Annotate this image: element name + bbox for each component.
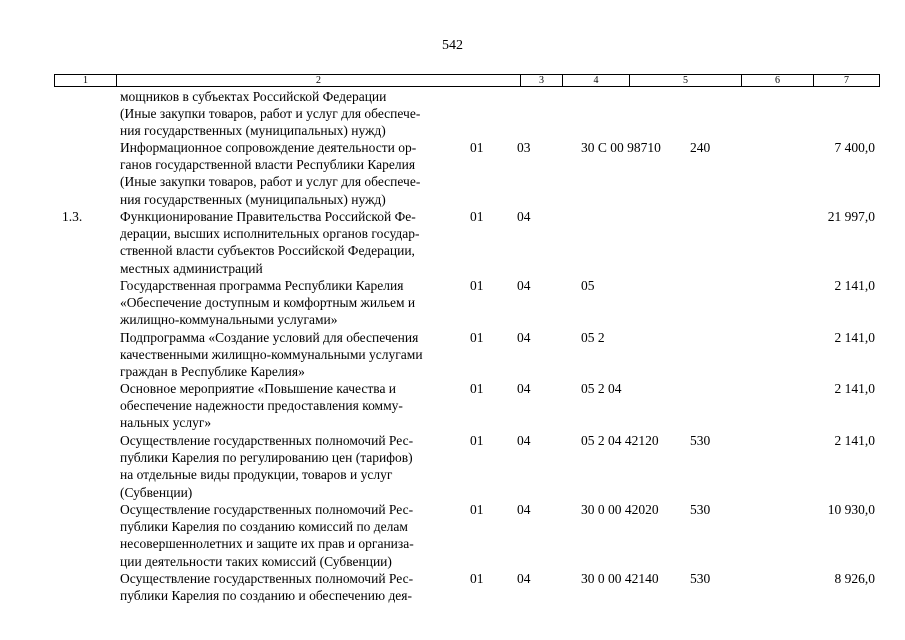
row-amount: 2 141,0: [834, 433, 875, 448]
header-col-4: 4: [562, 75, 629, 86]
row-subsection-code: 04: [517, 502, 531, 517]
row-name-line: обеспечение надежности предоставления комму-: [120, 398, 403, 414]
row-amount: 10 930,0: [827, 502, 875, 517]
row-section-code: 01: [470, 502, 484, 517]
row-name-line: ции деятельности таких комиссий (Субвенции): [120, 553, 392, 569]
row-amount: 2 141,0: [834, 330, 875, 345]
row-name-line: (Иные закупки товаров, работ и услуг для обеспече-: [120, 106, 421, 122]
row-name-line: Подпрограмма «Создание условий для обеспечения: [120, 330, 419, 345]
row-target-code: 05 2 04 42120: [581, 433, 659, 448]
row-name: [120, 139, 465, 208]
header-col-1: 1: [83, 75, 88, 86]
header-col-2: 2: [116, 75, 520, 86]
row-name-line: несовершеннолетних и защите их прав и организа-: [120, 536, 414, 552]
row-name-line: Осуществление государственных полномочий Рес-: [120, 571, 414, 586]
row-target-code: 30 С 00 98710: [581, 140, 661, 155]
row-amount: 2 141,0: [834, 278, 875, 293]
row-name-line: «Обеспечение доступным и комфортным жильем и: [120, 295, 416, 311]
row-name-line: граждан в Республике Карелия»: [120, 364, 305, 380]
row-name-line: публики Карелия по созданию комиссий по делам: [120, 519, 408, 535]
row-name: [120, 88, 465, 140]
row-name-line: жилищно-коммунальными услугами»: [120, 312, 338, 328]
row-amount: 7 400,0: [834, 140, 875, 155]
row-name: [120, 380, 465, 432]
row-subsection-code: 04: [517, 381, 531, 396]
row-name: [120, 501, 465, 570]
row-name: [120, 277, 465, 329]
row-number: 1.3.: [62, 209, 83, 224]
row-name-line: Осуществление государственных полномочий Рес-: [120, 433, 414, 448]
row-amount: 2 141,0: [834, 381, 875, 396]
row-name: [120, 432, 465, 501]
row-name-line: Функционирование Правительства Российской Фе-: [120, 209, 416, 224]
row-section-code: 01: [470, 330, 484, 345]
row-section-code: 01: [470, 140, 484, 155]
header-col-7: 7: [813, 75, 879, 86]
row-name: [120, 570, 465, 604]
header-col-6: 6: [741, 75, 813, 86]
row-name-line: ния государственных (муниципальных) нужд): [120, 191, 386, 207]
header-col-5: 5: [629, 75, 741, 86]
row-name-line: публики Карелия по созданию и обеспечению дея-: [120, 588, 413, 604]
row-expense-type-code: 530: [690, 502, 711, 517]
row-expense-type-code: 240: [690, 140, 711, 155]
row-name-line: (Субвенции): [120, 484, 193, 500]
row-target-code: 05: [581, 278, 595, 293]
row-section-code: 01: [470, 571, 484, 586]
row-expense-type-code: 530: [690, 433, 711, 448]
row-name-line: качественными жилищно-коммунальными услугами: [120, 347, 423, 363]
row-target-code: 05 2: [581, 330, 605, 345]
row-section-code: 01: [470, 433, 484, 448]
row-target-code: 05 2 04: [581, 381, 622, 396]
row-subsection-code: 03: [517, 140, 531, 155]
row-name: [120, 329, 465, 381]
row-subsection-code: 04: [517, 330, 531, 345]
row-amount: 8 926,0: [834, 571, 875, 586]
row-name-line: ния государственных (муниципальных) нужд): [120, 123, 386, 139]
row-name-line: Осуществление государственных полномочий Рес-: [120, 502, 414, 517]
row-subsection-code: 04: [517, 278, 531, 293]
row-subsection-code: 04: [517, 433, 531, 448]
row-section-code: 01: [470, 381, 484, 396]
row-name-line: дерации, высших исполнительных органов государ-: [120, 226, 420, 242]
row-name-line: ганов государственной власти Республики Карелия: [120, 157, 416, 173]
table-header: [54, 74, 880, 87]
row-name-line: ственной власти субъектов Российской Федерации,: [120, 243, 415, 259]
row-target-code: 30 0 00 42140: [581, 571, 659, 586]
row-amount: 21 997,0: [827, 209, 875, 224]
row-section-code: 01: [470, 278, 484, 293]
row-name-line: на отдельные виды продукции, товаров и услуг: [120, 467, 393, 483]
row-section-code: 01: [470, 209, 484, 224]
row-name-line: местных администраций: [120, 260, 263, 276]
row-name: [120, 208, 465, 277]
row-name-line: (Иные закупки товаров, работ и услуг для обеспече-: [120, 174, 421, 190]
row-target-code: 30 0 00 42020: [581, 502, 659, 517]
row-subsection-code: 04: [517, 571, 531, 586]
row-name-line: Государственная программа Республики Карелия: [120, 278, 404, 293]
page-number: 542: [442, 38, 463, 53]
row-name-line: Основное мероприятие «Повышение качества и: [120, 381, 397, 396]
row-name-line: Информационное сопровождение деятельности ор-: [120, 140, 417, 155]
row-name-line: нальных услуг»: [120, 415, 212, 431]
row-subsection-code: 04: [517, 209, 531, 224]
row-name-line: мощников в субъектах Российской Федерации: [120, 89, 387, 104]
row-name-line: публики Карелия по регулированию цен (тарифов): [120, 450, 413, 466]
header-col-3: 3: [520, 75, 562, 86]
row-expense-type-code: 530: [690, 571, 711, 586]
